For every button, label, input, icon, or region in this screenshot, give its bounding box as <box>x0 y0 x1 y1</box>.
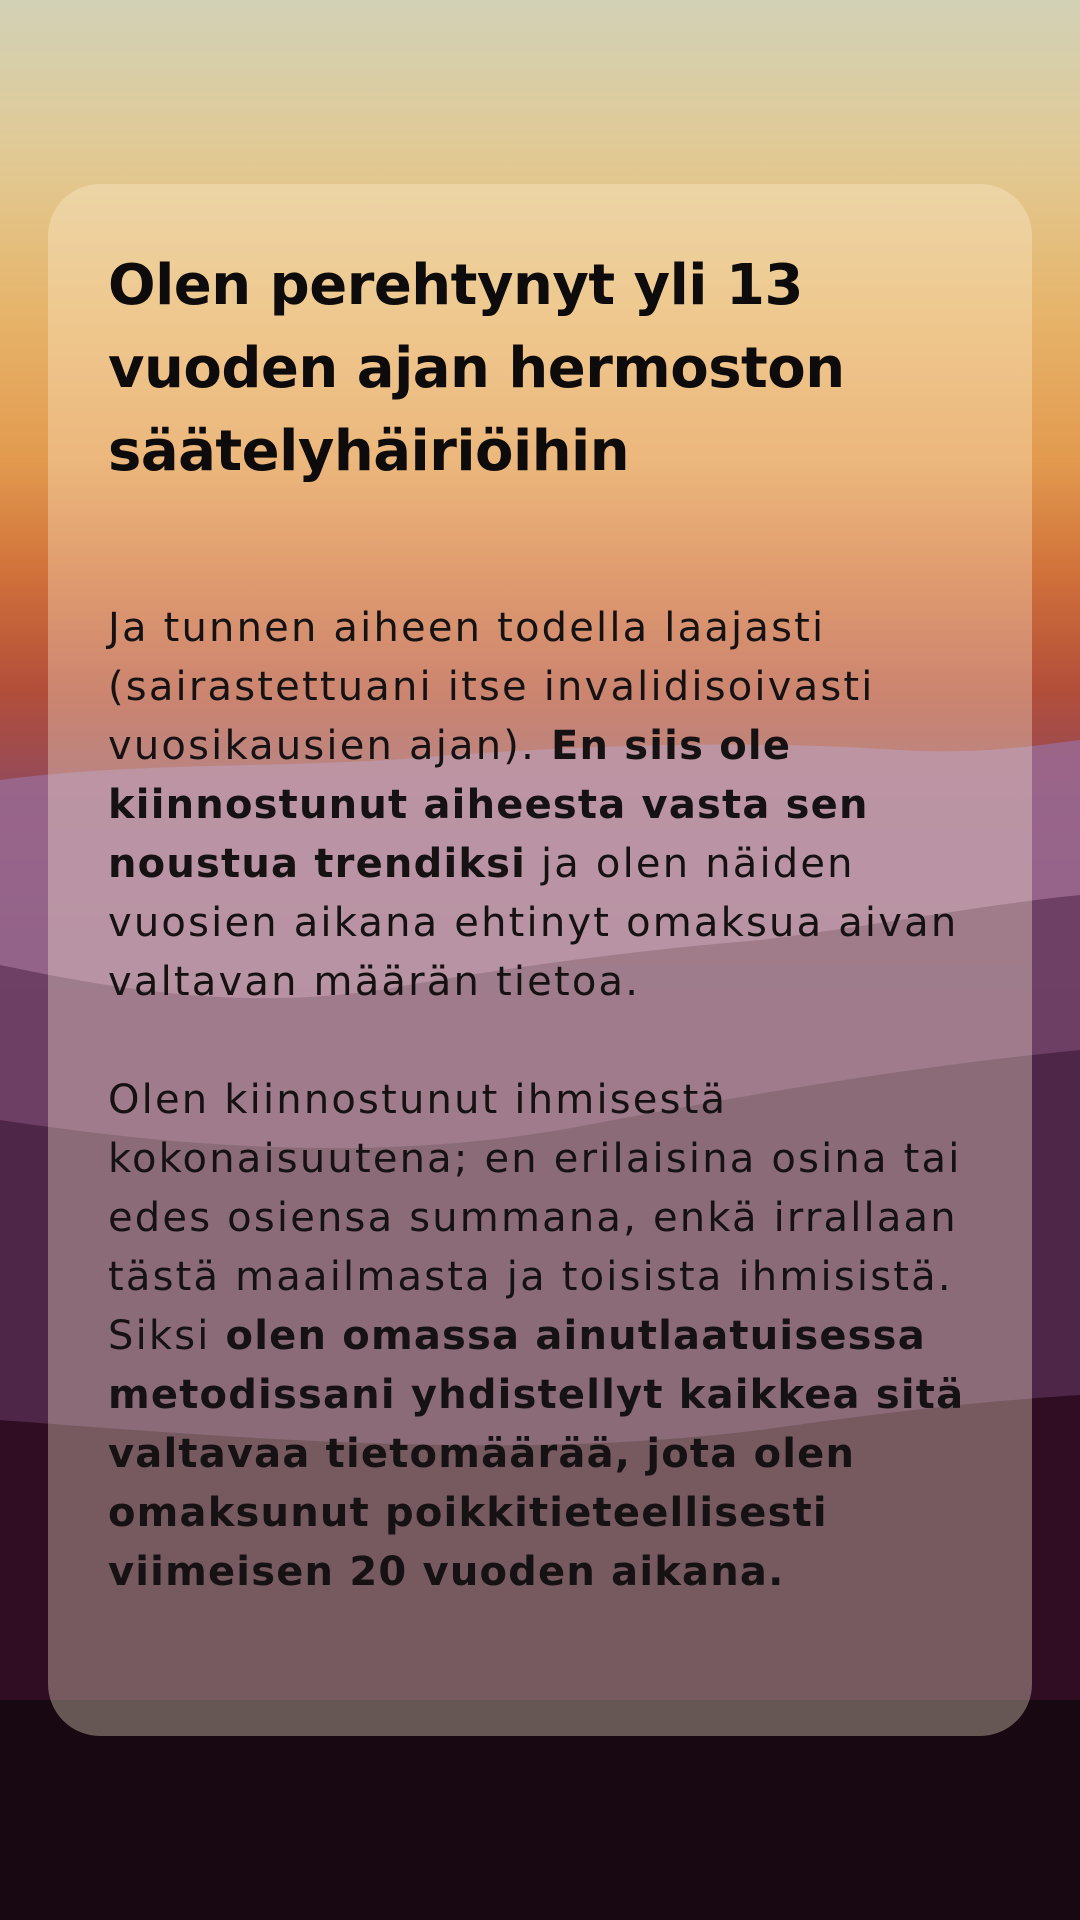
experience-text-intro: Ja tunnen aiheen todella laajasti (sairastettuani itse invalidisoivasti vuosikausien ajan). <box>108 605 875 769</box>
content-card <box>48 184 1032 1736</box>
approach-text-intro: Olen kiinnostunut ihmisestä kokonaisuutena; en erilaisina osina tai edes osiensa summana, enkä irrallaan tästä maailmasta ja toisista ihmisistä. Siksi <box>108 1077 962 1359</box>
approach-text-highlight: olen omassa ainutlaatuisessa metodissani yhdistellyt kaikkea sitä valtavaa tietomäärää, jota olen omaksunut poikkitieteellisesti viimeisen 20 vuoden aikana. <box>108 1313 965 1595</box>
card-title: Olen perehtynyt yli 13 vuoden ajan hermoston säätelyhäiriöihin <box>108 253 845 484</box>
experience-text-highlight: En siis ole kiinnostunut aiheesta vasta sen noustua trendiksi <box>108 723 869 887</box>
experience-paragraph <box>108 599 982 1012</box>
approach-paragraph <box>108 1071 982 1602</box>
experience-text-outro: ja olen näiden vuosien aikana ehtinyt omaksua aivan valtavan määrän tietoa. <box>108 841 959 1005</box>
